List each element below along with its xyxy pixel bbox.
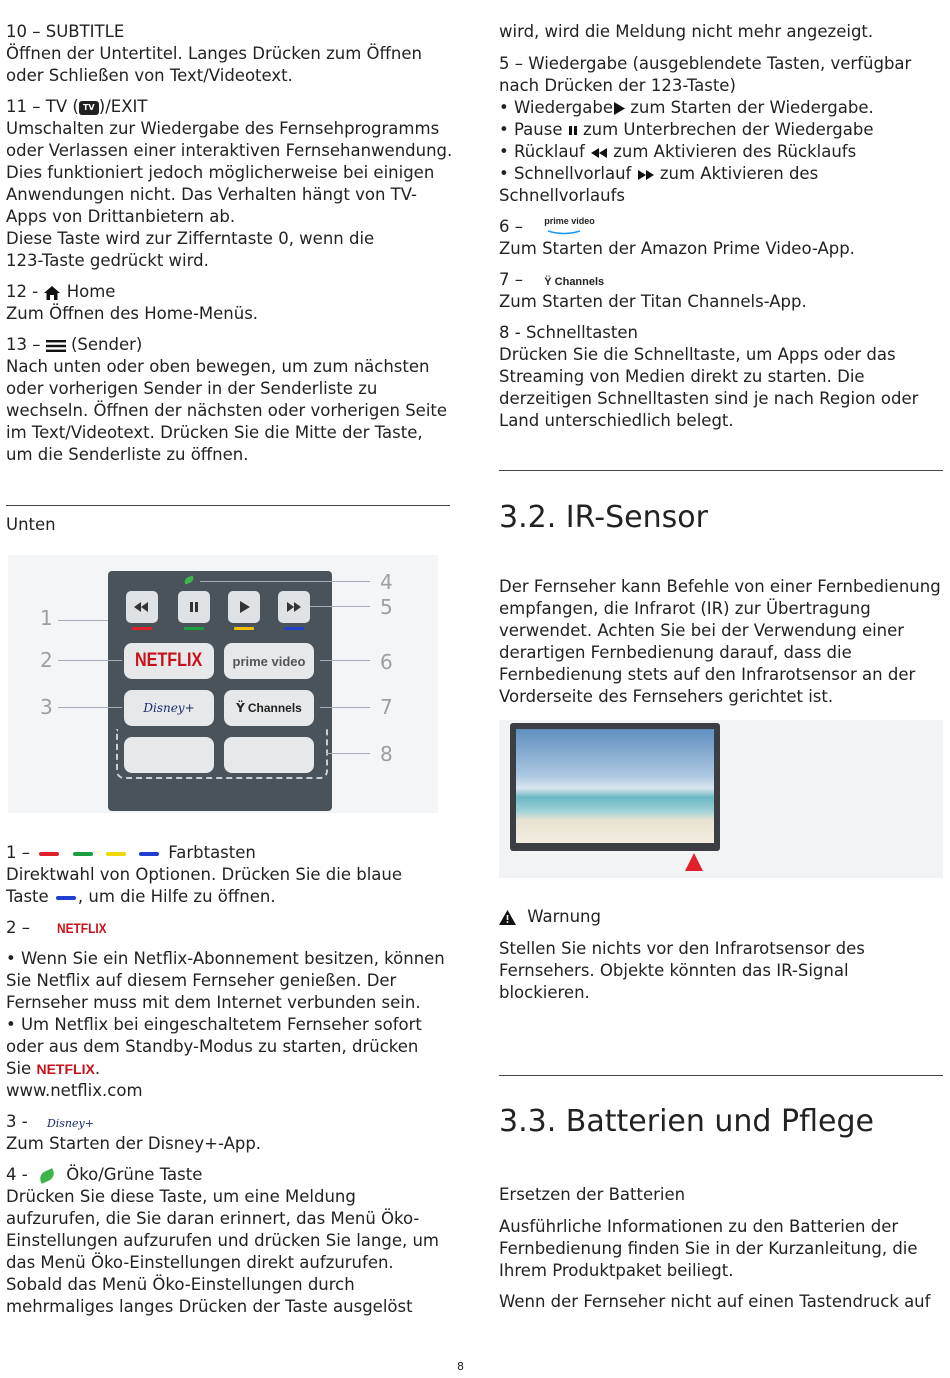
item4-text: Sobald das Menü Öko-Einstellungen durch	[6, 1275, 355, 1294]
item8-text: derzeitigen Schnelltasten sind je nach Region oder	[499, 389, 919, 408]
titan-logo-icon: Ϋ	[236, 701, 245, 715]
section-label-unten: Unten	[6, 515, 56, 534]
item11-text: Umschalten zur Wiedergabe des Fernsehprogramms	[6, 119, 440, 138]
item12-text: Zum Öffnen des Home-Menüs.	[6, 304, 259, 323]
callout-number: 4	[380, 570, 393, 594]
item13-text: im Text/Videotext. Drücken Sie die Mitte der Taste,	[6, 423, 423, 442]
ir-text: empfangen, die Infrarot (IR) zur Übertragung	[499, 599, 871, 618]
item7-text: Zum Starten der Titan Channels-App.	[499, 292, 807, 311]
ir-sensor-marker-icon	[684, 852, 704, 872]
netflix-logo: NETFLIX	[57, 920, 107, 936]
green-key-bar	[184, 627, 204, 630]
item10-text: oder Schließen von Text/Videotext.	[6, 66, 293, 85]
callout-line	[310, 606, 370, 607]
item2-heading: 2 – NETFLIX	[6, 918, 107, 937]
item2-text: Fernseher muss mit dem Internet verbunden sein.	[6, 993, 421, 1012]
batteries-text: Wenn der Fernseher nicht auf einen Tastendruck auf	[499, 1292, 931, 1311]
yellow-key-bar	[234, 627, 254, 630]
heading-batteries: 3.3. Batterien und Pflege	[499, 1104, 874, 1139]
item11-text: Anwendungen nicht. Das Verhalten hängt von TV-	[6, 185, 418, 204]
item8-text: Streaming von Medien direkt zu starten. Die	[499, 367, 865, 386]
item5-text: • Wiedergabe zum Starten der Wiedergabe.	[499, 98, 874, 117]
item2-text: Sie NETFLIX.	[6, 1059, 101, 1078]
item13-heading: 13 – (Sender)	[6, 335, 143, 354]
netflix-key-label: NETFLIX	[135, 650, 203, 671]
section-divider	[499, 470, 943, 471]
callout-number: 1	[40, 606, 53, 630]
item2-text: oder aus dem Standby-Modus zu starten, drücken	[6, 1037, 419, 1056]
item2-text: Sie Netflix auf diesem Fernseher genießen. Der	[6, 971, 397, 990]
item5-text: Schnellvorlaufs	[499, 186, 625, 205]
ir-text: Fernbedienung stets auf den Infrarotsensor an der	[499, 665, 916, 684]
continued-text: wird, wird die Meldung nicht mehr angezeigt.	[499, 22, 874, 41]
warning-text: blockieren.	[499, 983, 590, 1002]
callout-number: 7	[380, 695, 393, 719]
item11-text: oder Verlassen einer interaktiven Fernsehanwendung.	[6, 141, 453, 160]
item13-text: um die Senderliste zu öffnen.	[6, 445, 249, 464]
titan-channels-key-label: Channels	[247, 701, 302, 715]
item4-text: Einstellungen aufzurufen und drücken Sie lange, um	[6, 1231, 439, 1250]
item2-text: • Um Netflix bei eingeschaltetem Fernseher sofort	[6, 1015, 422, 1034]
batteries-text: Ihrem Produktpaket beiliegt.	[499, 1261, 734, 1280]
ir-text: Der Fernseher kann Befehle von einer Fernbedienung	[499, 577, 941, 596]
blue-key-icon	[56, 896, 76, 900]
item6-text: Zum Starten der Amazon Prime Video-App.	[499, 239, 855, 258]
item11-text: Diese Taste wird zur Zifferntaste 0, wenn die	[6, 229, 375, 248]
callout-line	[58, 660, 122, 661]
warning-text: Fernsehers. Objekte könnten das IR-Signal	[499, 961, 849, 980]
channel-list-icon	[46, 339, 66, 353]
yellow-key-icon	[106, 852, 126, 856]
disney-plus-key	[124, 690, 214, 726]
rewind-icon	[590, 148, 608, 158]
item11-text: Apps von Drittanbietern ab.	[6, 207, 236, 226]
item6-heading: 6 – prime video	[499, 216, 595, 236]
eco-leaf-icon	[183, 575, 194, 584]
batteries-text: Ausführliche Informationen zu den Batterien der	[499, 1217, 899, 1236]
item4-text: aufzurufen, die Sie daran erinnert, das Menü Öko-	[6, 1209, 420, 1228]
ir-text: Vorderseite des Fernsehers gerichtet ist.	[499, 687, 834, 706]
item1-text: Taste , um die Hilfe zu öffnen.	[6, 887, 276, 906]
titan-logo-icon: Ϋ	[544, 276, 552, 288]
batteries-text: Fernbedienung finden Sie in der Kurzanleitung, die	[499, 1239, 918, 1258]
callout-number: 5	[380, 595, 393, 619]
item8-text: Drücken Sie die Schnelltaste, um Apps oder das	[499, 345, 896, 364]
pause-icon	[568, 125, 578, 136]
heading-ir-sensor: 3.2. IR-Sensor	[499, 500, 708, 535]
warning-icon	[499, 910, 516, 925]
blue-key-bar	[284, 627, 304, 630]
item5-text: • Schnellvorlauf zum Aktivieren des	[499, 164, 819, 183]
item5-heading: 5 – Wiedergabe (ausgeblendete Tasten, verfügbar	[499, 54, 912, 73]
quick-keys-outline	[116, 729, 328, 779]
callout-line	[320, 707, 370, 708]
item13-text: wechseln. Öffnen der nächsten oder vorherigen Seite	[6, 401, 448, 420]
item13-text: Nach unten oder oben bewegen, um zum nächsten	[6, 357, 430, 376]
item8-heading: 8 - Schnelltasten	[499, 323, 638, 342]
tv-frame	[510, 723, 720, 851]
item5-text: nach Drücken der 123-Taste)	[499, 76, 736, 95]
callout-line	[320, 660, 370, 661]
item3-text: Zum Starten der Disney+-App.	[6, 1134, 262, 1153]
section-divider	[6, 505, 450, 506]
red-key-icon	[39, 852, 59, 856]
callout-line	[58, 707, 122, 708]
item2-text: • Wenn Sie ein Netflix-Abonnement besitzen, können	[6, 949, 445, 968]
item1-heading: 1 – Farbtasten	[6, 843, 256, 862]
ir-text: derartigen Fernbedienung darauf, dass die	[499, 643, 852, 662]
callout-line	[326, 753, 370, 754]
netflix-url: www.netflix.com	[6, 1081, 143, 1100]
item4-heading: 4 - Öko/Grüne Taste	[6, 1165, 203, 1184]
warning-heading: Warnung	[499, 906, 601, 928]
prime-video-key-label: prime video	[232, 653, 306, 669]
item11-heading: 11 – TV ( TV )/EXIT	[6, 97, 148, 116]
callout-number: 6	[380, 650, 393, 674]
play-button	[228, 591, 260, 623]
tv-icon: TV	[79, 101, 99, 115]
disney-plus-key-label: Disney+	[143, 701, 195, 715]
red-key-bar	[132, 627, 152, 630]
item5-text: • Pause zum Unterbrechen der Wiedergabe	[499, 120, 874, 139]
item11-text: 123-Taste gedrückt wird.	[6, 251, 209, 270]
warning-text: Stellen Sie nichts vor den Infrarotsensor des	[499, 939, 865, 958]
callout-line	[200, 581, 370, 582]
callout-number: 3	[40, 695, 53, 719]
blue-key-icon	[139, 852, 159, 856]
item10-heading: 10 – SUBTITLE	[6, 22, 125, 41]
home-icon	[43, 285, 61, 301]
play-icon	[613, 102, 625, 115]
rewind-button	[126, 591, 158, 623]
item1-text: Direktwahl von Optionen. Drücken Sie die blaue	[6, 865, 403, 884]
item8-text: Land unterschiedlich belegt.	[499, 411, 734, 430]
titan-channels-key	[224, 690, 314, 726]
item12-heading: 12 - Home	[6, 282, 116, 301]
prime-video-key	[224, 643, 314, 679]
fast-forward-icon	[637, 170, 655, 180]
item3-heading: 3 - Disney+	[6, 1112, 94, 1131]
fast-forward-button	[278, 591, 310, 623]
green-key-icon	[73, 852, 93, 856]
remote-body	[108, 571, 332, 811]
item11-text: Dies funktioniert jedoch möglicherweise bei einigen	[6, 163, 435, 182]
titan-channels-logo: Ϋ Channels	[544, 276, 605, 288]
prime-smile-icon	[544, 230, 584, 236]
section-divider	[499, 1075, 943, 1076]
prime-video-logo: prime video	[544, 214, 595, 236]
item4-text: Drücken Sie diese Taste, um eine Meldung	[6, 1187, 356, 1206]
ir-text: verwendet. Achten Sie bei der Verwendung einer	[499, 621, 905, 640]
item4-text: mehrmaliges langes Drücken der Taste ausgelöst	[6, 1297, 413, 1316]
page-number: 8	[457, 1360, 464, 1373]
pause-button	[178, 591, 210, 623]
callout-number: 2	[40, 648, 53, 672]
batteries-subheading: Ersetzen der Batterien	[499, 1185, 686, 1204]
eco-leaf-icon	[38, 1168, 57, 1184]
netflix-key	[124, 643, 214, 679]
callout-line	[58, 620, 108, 621]
item5-text: • Rücklauf zum Aktivieren des Rücklaufs	[499, 142, 857, 161]
item13-text: oder vorherigen Sender in der Senderliste zu	[6, 379, 378, 398]
netflix-logo: NETFLIX	[36, 1061, 95, 1077]
callout-number: 8	[380, 742, 393, 766]
disney-plus-logo: Disney+	[46, 1117, 94, 1130]
tv-screen-beach-image	[516, 729, 714, 843]
item4-text: das Menü Öko-Einstellungen direkt aufzurufen.	[6, 1253, 394, 1272]
item10-text: Öffnen der Untertitel. Langes Drücken zum Öffnen	[6, 44, 422, 63]
item7-heading: 7 – Ϋ Channels	[499, 270, 605, 289]
